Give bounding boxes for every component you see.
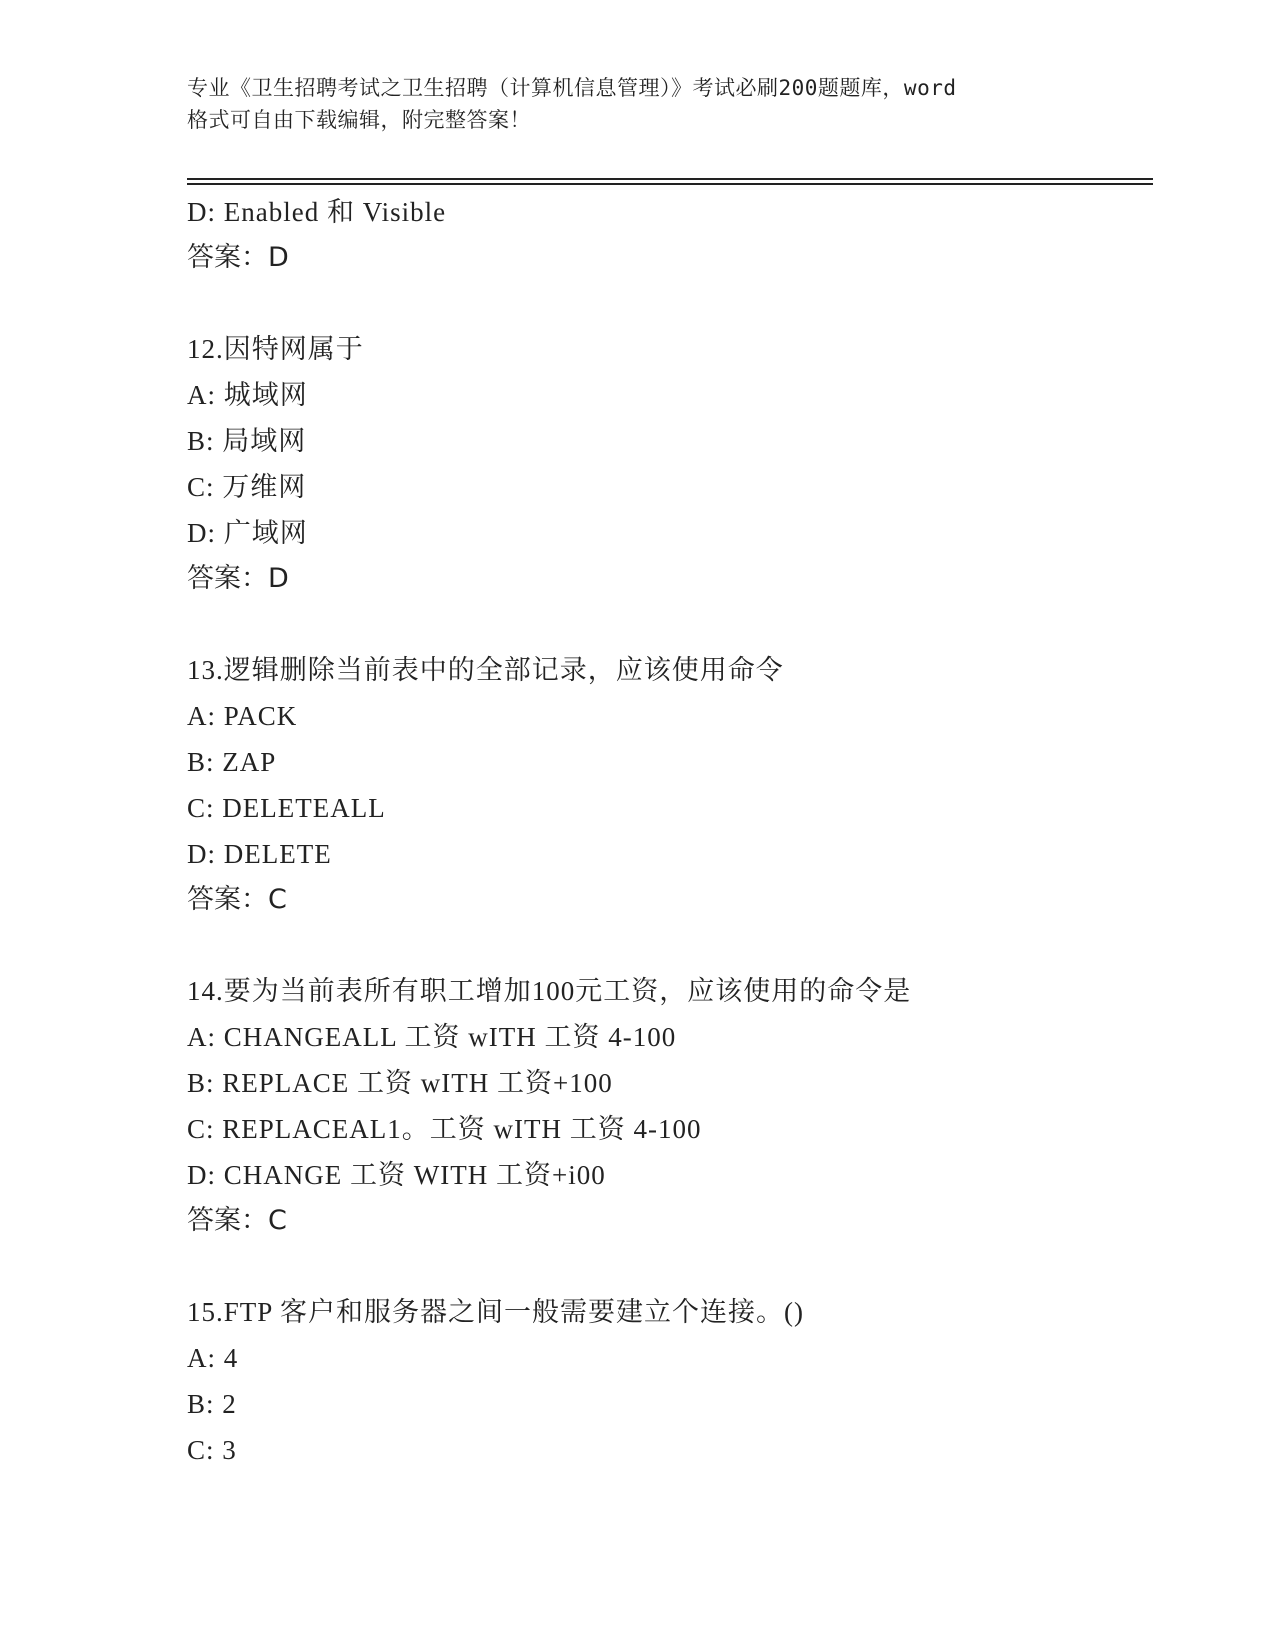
option-c: C: DELETEALL [187,793,386,823]
answer-line: 答案：C [187,884,287,915]
answer-line: 答案：D [187,563,289,594]
answer-line: 答案：D [187,242,289,273]
question-13 [187,647,1147,923]
question-stem: 12.因特网属于 [187,334,364,364]
option-b: B: REPLACE 工资 wITH 工资+100 [187,1068,613,1098]
document-header [187,72,1087,136]
header-title-line-2: 格式可自由下载编辑，附完整答案！ [187,108,531,132]
option-d: D: 广域网 [187,518,308,548]
option-b: B: 2 [187,1389,237,1419]
option-d: D: CHANGE 工资 WITH 工资+i00 [187,1160,606,1190]
question-15 [187,1289,1147,1473]
question-14 [187,968,1147,1244]
option-c: C: 3 [187,1435,237,1465]
option-a: A: PACK [187,701,298,731]
header-divider-bottom [187,183,1153,185]
question-12 [187,326,1147,602]
option-d: D: DELETE [187,839,332,869]
answer-line: 答案：C [187,1205,287,1236]
question-list [187,189,1147,1473]
question-stem: 13.逻辑删除当前表中的全部记录，应该使用命令 [187,655,784,685]
header-title-line-1: 专业《卫生招聘考试之卫生招聘（计算机信息管理）》考试必刷200题题库，word [187,76,957,100]
option-a: A: CHANGEALL 工资 wITH 工资 4-100 [187,1022,677,1052]
option-c: C: 万维网 [187,472,307,502]
option-b: B: ZAP [187,747,277,777]
question-stem: 14.要为当前表所有职工增加100元工资，应该使用的命令是 [187,976,912,1006]
question-stem: 15.FTP 客户和服务器之间一般需要建立个连接。() [187,1297,805,1327]
option-d: D: Enabled 和 Visible [187,197,447,227]
option-a: A: 4 [187,1343,239,1373]
option-b: B: 局域网 [187,426,307,456]
header-divider-top [187,178,1153,180]
option-a: A: 城域网 [187,380,308,410]
option-c: C: REPLACEAL1。工资 wITH 工资 4-100 [187,1114,702,1144]
